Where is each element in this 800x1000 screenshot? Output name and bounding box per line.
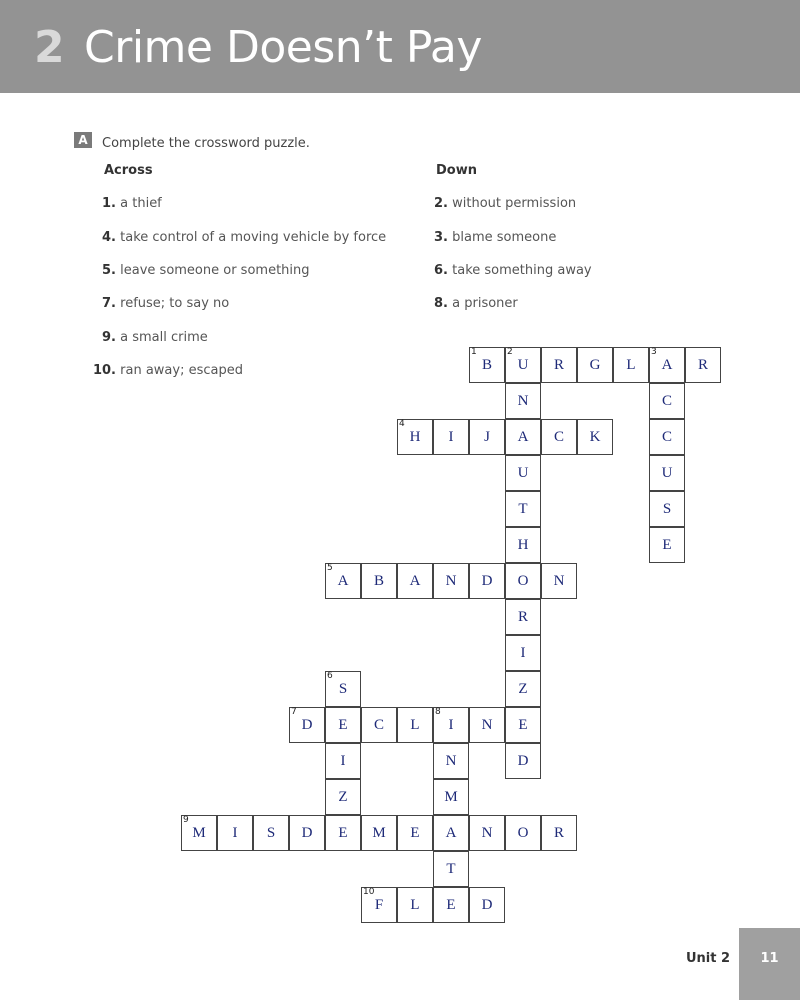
cell-letter: N <box>481 717 493 733</box>
clue-text: blame someone <box>452 230 557 245</box>
across-clue <box>90 262 310 280</box>
clue-number-label: 8 <box>435 707 441 717</box>
crossword-cell[interactable] <box>505 815 541 851</box>
clue-number: 5. <box>102 263 116 278</box>
crossword-cell[interactable] <box>361 815 397 851</box>
chapter-title: Crime Doesn’t Pay <box>84 22 482 73</box>
clue-number-label: 5 <box>327 563 333 573</box>
crossword-cell[interactable] <box>505 671 541 707</box>
cell-letter: B <box>373 573 384 589</box>
crossword-cell[interactable] <box>397 419 433 455</box>
crossword-cell[interactable] <box>325 707 361 743</box>
crossword-cell[interactable] <box>469 707 505 743</box>
crossword-cell[interactable] <box>505 491 541 527</box>
crossword-cell[interactable] <box>289 707 325 743</box>
cell-letter: A <box>409 573 421 589</box>
cell-letter: E <box>446 897 456 913</box>
clue-text: a small crime <box>120 330 208 345</box>
cell-letter: D <box>517 753 529 769</box>
clue-number: 4. <box>102 230 116 245</box>
crossword-cell[interactable] <box>361 707 397 743</box>
cell-letter: U <box>517 357 529 373</box>
cell-letter: B <box>481 357 492 373</box>
cell-letter: C <box>553 429 564 445</box>
crossword-cell[interactable] <box>505 527 541 563</box>
clue-text: take something away <box>452 263 592 278</box>
down-heading: Down <box>436 163 477 178</box>
crossword-cell[interactable] <box>433 563 469 599</box>
cell-letter: D <box>301 717 313 733</box>
cell-letter: E <box>518 717 528 733</box>
clue-number: 7. <box>102 296 116 311</box>
cell-letter: N <box>517 393 529 409</box>
cell-letter: M <box>192 825 206 841</box>
down-clue <box>432 195 576 213</box>
crossword-cell[interactable] <box>397 887 433 923</box>
crossword-cell[interactable] <box>469 887 505 923</box>
crossword-cell[interactable] <box>397 563 433 599</box>
cell-letter: E <box>662 537 672 553</box>
clue-number-label: 3 <box>651 347 657 357</box>
crossword-cell[interactable] <box>433 851 469 887</box>
cell-letter: O <box>517 825 529 841</box>
crossword-cell[interactable] <box>505 707 541 743</box>
cell-letter: F <box>374 897 384 913</box>
clue-number-label: 1 <box>471 347 477 357</box>
cell-letter: S <box>266 825 276 841</box>
across-clue <box>90 195 162 213</box>
cell-letter: I <box>520 645 526 661</box>
across-clue <box>90 295 229 313</box>
cell-letter: I <box>448 429 454 445</box>
down-clue <box>432 295 518 313</box>
crossword-cell[interactable] <box>181 815 217 851</box>
cell-letter: J <box>484 429 490 445</box>
cell-letter: K <box>589 429 601 445</box>
across-heading: Across <box>104 163 153 178</box>
cell-letter: A <box>661 357 673 373</box>
clue-text: refuse; to say no <box>120 296 230 311</box>
cell-letter: H <box>517 537 529 553</box>
clue-text: without permission <box>452 196 577 211</box>
crossword-cell[interactable] <box>649 455 685 491</box>
crossword-cell[interactable] <box>649 419 685 455</box>
clue-number: 9. <box>102 330 116 345</box>
crossword-cell[interactable] <box>433 779 469 815</box>
cell-letter: N <box>445 753 457 769</box>
crossword-cell[interactable] <box>325 563 361 599</box>
cell-letter: C <box>661 429 672 445</box>
cell-letter: Z <box>338 789 348 805</box>
clue-text: ran away; escaped <box>120 363 243 378</box>
clue-number-label: 2 <box>507 347 513 357</box>
crossword-cell[interactable] <box>541 815 577 851</box>
crossword-cell[interactable] <box>433 419 469 455</box>
crossword-cell[interactable] <box>433 815 469 851</box>
clue-number-label: 4 <box>399 419 405 429</box>
crossword-cell[interactable] <box>469 563 505 599</box>
clue-number-label: 10 <box>363 887 375 897</box>
crossword-cell[interactable] <box>541 347 577 383</box>
crossword-cell[interactable] <box>505 347 541 383</box>
clue-number: 1. <box>102 196 116 211</box>
cell-letter: R <box>517 609 528 625</box>
cell-letter: N <box>481 825 493 841</box>
crossword-cell[interactable] <box>433 743 469 779</box>
crossword-cell[interactable] <box>505 419 541 455</box>
cell-letter: U <box>661 465 673 481</box>
cell-letter: Z <box>518 681 528 697</box>
clue-number: 10. <box>92 363 116 378</box>
cell-letter: R <box>553 825 564 841</box>
cell-letter: L <box>626 357 636 373</box>
crossword-cell[interactable] <box>505 599 541 635</box>
crossword-cell[interactable] <box>469 419 505 455</box>
cell-letter: E <box>410 825 420 841</box>
cell-letter: D <box>301 825 313 841</box>
crossword-cell[interactable] <box>649 347 685 383</box>
clue-text: take control of a moving vehicle by force <box>120 230 387 245</box>
crossword-cell[interactable] <box>505 743 541 779</box>
cell-letter: M <box>444 789 458 805</box>
crossword-cell[interactable] <box>505 635 541 671</box>
clue-number: 3. <box>434 230 448 245</box>
cell-letter: D <box>481 897 493 913</box>
clue-text: leave someone or something <box>120 263 310 278</box>
crossword-cell[interactable] <box>541 563 577 599</box>
cell-letter: E <box>338 717 348 733</box>
across-clue <box>90 329 208 347</box>
cell-letter: L <box>410 717 420 733</box>
cell-letter: C <box>373 717 384 733</box>
cell-letter: E <box>338 825 348 841</box>
down-clue <box>432 229 556 247</box>
clue-number-label: 7 <box>291 707 297 717</box>
crossword-cell[interactable] <box>397 815 433 851</box>
crossword-cell[interactable] <box>361 887 397 923</box>
chapter-header <box>0 0 800 93</box>
crossword-cell[interactable] <box>325 815 361 851</box>
cell-letter: T <box>518 501 528 517</box>
crossword-cell[interactable] <box>577 419 613 455</box>
crossword-cell[interactable] <box>541 419 577 455</box>
crossword-cell[interactable] <box>649 383 685 419</box>
across-clue <box>90 362 243 380</box>
cell-letter: A <box>517 429 529 445</box>
cell-letter: S <box>662 501 672 517</box>
cell-letter: M <box>372 825 386 841</box>
crossword-cell[interactable] <box>577 347 613 383</box>
clue-number: 8. <box>434 296 448 311</box>
down-clue <box>432 262 592 280</box>
crossword-cell[interactable] <box>505 563 541 599</box>
crossword-cell[interactable] <box>325 779 361 815</box>
cell-letter: O <box>517 573 529 589</box>
crossword-cell[interactable] <box>433 887 469 923</box>
cell-letter: A <box>337 573 349 589</box>
crossword-cell[interactable] <box>217 815 253 851</box>
crossword-cell[interactable] <box>649 491 685 527</box>
clue-text: a thief <box>120 196 162 211</box>
cell-letter: R <box>697 357 708 373</box>
cell-letter: T <box>446 861 456 877</box>
crossword-cell[interactable] <box>469 815 505 851</box>
cell-letter: U <box>517 465 529 481</box>
crossword-cell[interactable] <box>325 743 361 779</box>
crossword-cell[interactable] <box>397 707 433 743</box>
crossword-cell[interactable] <box>289 815 325 851</box>
cell-letter: D <box>481 573 493 589</box>
cell-letter: I <box>448 717 454 733</box>
clue-number: 2. <box>434 196 448 211</box>
crossword-cell[interactable] <box>433 707 469 743</box>
page-number: 11 <box>760 951 779 966</box>
section-badge: A <box>74 132 92 148</box>
cell-letter: I <box>232 825 238 841</box>
chapter-number: 2 <box>34 22 65 73</box>
crossword-cell[interactable] <box>325 671 361 707</box>
cell-letter: L <box>410 897 420 913</box>
crossword-cell[interactable] <box>505 383 541 419</box>
crossword-cell[interactable] <box>649 527 685 563</box>
clue-number: 6. <box>434 263 448 278</box>
cell-letter: G <box>589 357 601 373</box>
clue-text: a prisoner <box>452 296 518 311</box>
instruction-text: Complete the crossword puzzle. <box>102 136 310 151</box>
unit-label: Unit 2 <box>686 951 731 966</box>
crossword-cell[interactable] <box>361 563 397 599</box>
cell-letter: S <box>338 681 348 697</box>
across-clue <box>90 229 386 247</box>
page-number-box <box>739 928 800 1000</box>
clue-number-label: 6 <box>327 671 333 681</box>
cell-letter: N <box>445 573 457 589</box>
cell-letter: H <box>409 429 421 445</box>
crossword-cell[interactable] <box>469 347 505 383</box>
cell-letter: A <box>445 825 457 841</box>
crossword-cell[interactable] <box>613 347 649 383</box>
crossword-cell[interactable] <box>685 347 721 383</box>
crossword-cell[interactable] <box>505 455 541 491</box>
cell-letter: I <box>340 753 346 769</box>
cell-letter: C <box>661 393 672 409</box>
clue-number-label: 9 <box>183 815 189 825</box>
cell-letter: N <box>553 573 565 589</box>
crossword-cell[interactable] <box>253 815 289 851</box>
cell-letter: R <box>553 357 564 373</box>
